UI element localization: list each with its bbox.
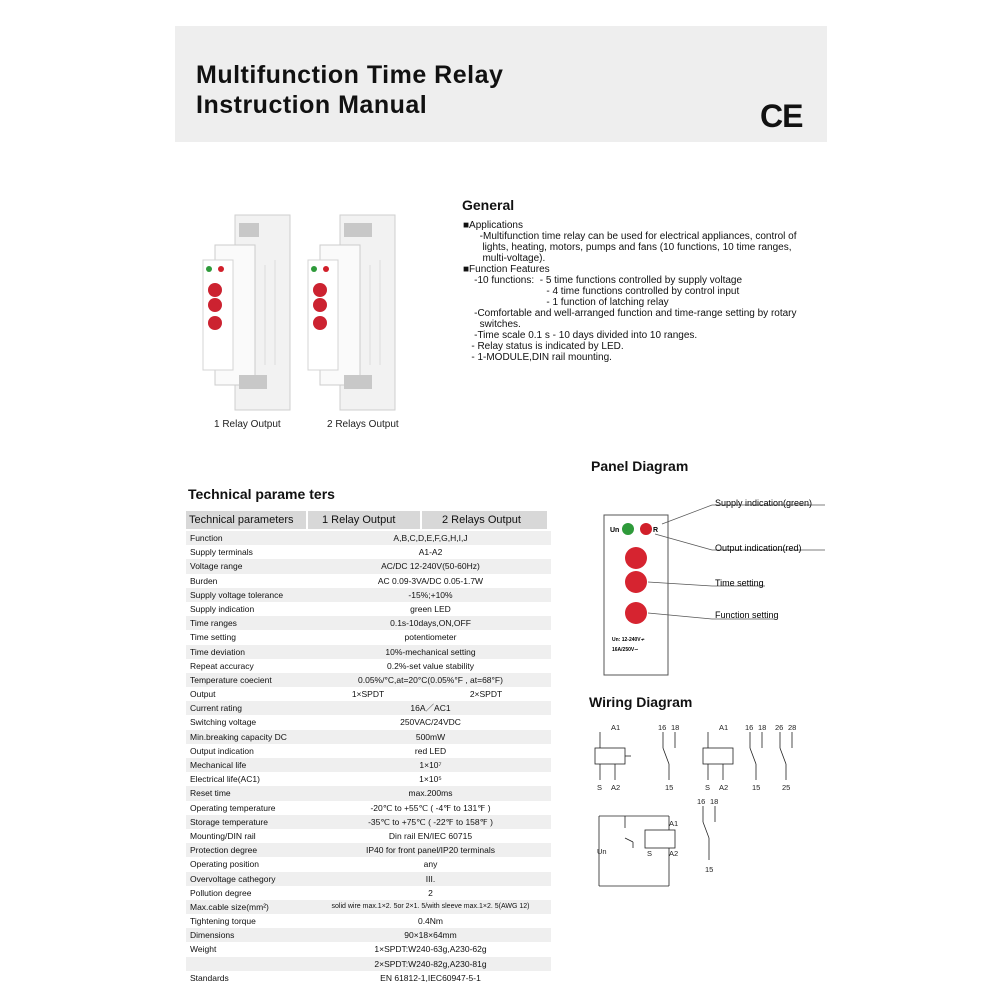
param-label: Storage temperature [190, 816, 268, 827]
param-label: Reset time [190, 788, 231, 799]
relay-1-caption: 1 Relay Output [214, 419, 281, 430]
table-row [186, 886, 551, 900]
param-value: EN 61812-1,IEC60947-5-1 [380, 972, 481, 983]
table-row [186, 815, 551, 829]
param-value: red LED [414, 745, 447, 756]
table-row [186, 843, 551, 857]
panel-rating-1: Un: 12-240V≁ [612, 637, 645, 643]
table-row [186, 758, 551, 772]
tech-params-heading [188, 486, 335, 502]
ce-mark-logo: CE [760, 98, 803, 134]
param-label: Pollution degree [190, 887, 252, 898]
time-dial-icon [625, 571, 647, 593]
relay-2-caption: 2 Relays Output [327, 419, 399, 430]
param-value: IP40 for front panel/IP20 terminals [366, 845, 495, 856]
panel-r-label: R [653, 527, 659, 534]
panel-diagram [590, 490, 830, 680]
general-text [463, 220, 813, 363]
table-row [186, 673, 551, 687]
param-value-2relays: 2×SPDT [469, 689, 503, 700]
table-header-param: Technical parameters [186, 511, 306, 529]
param-value: 0.4Nm [417, 916, 444, 927]
general-line: ■Function Features [463, 264, 550, 275]
param-label: Mounting/DIN rail [190, 830, 256, 841]
param-label: Output indication [190, 745, 254, 756]
param-value: potentiometer [404, 632, 457, 643]
general-line: multi-voltage). [463, 253, 546, 264]
output-led-icon [640, 523, 652, 535]
param-value: A,B,C,D,E,F,G,H,I,J [393, 533, 468, 543]
supply-indication-label: Supply indication(green) [715, 498, 813, 508]
param-value: 1×SPDT [351, 689, 385, 700]
wd1-a1: A1 [611, 723, 621, 732]
param-label: Electrical life(AC1) [190, 774, 260, 785]
supply-led-icon [622, 523, 634, 535]
param-label: Output [190, 689, 216, 700]
wd1-s: S [597, 783, 603, 792]
table-row [186, 559, 551, 573]
param-label: Operating position [190, 859, 259, 870]
param-value: 0.1s-10days,ON,OFF [390, 618, 471, 629]
wd2-16: 16 [745, 723, 754, 732]
param-value: A1-A2 [418, 547, 443, 558]
output-indication-label: Output indication(red) [715, 543, 802, 553]
page-title [196, 60, 503, 120]
param-label: Weight [190, 944, 217, 955]
table-row [186, 616, 551, 630]
param-label: Min.breaking capacity DC [190, 731, 287, 742]
general-heading: General [462, 197, 515, 213]
table-row [186, 957, 551, 971]
param-label: Burden [190, 575, 218, 586]
general-line: -Multifunction time relay can be used for electrical appliances, control of [463, 231, 797, 242]
wd3-16: 16 [697, 797, 706, 806]
param-label: Current rating [190, 703, 242, 714]
wiring-diagram [585, 718, 815, 898]
table-row [186, 730, 551, 744]
param-label: Voltage range [190, 561, 243, 572]
table-row [186, 942, 551, 956]
wd3-a2: A2 [669, 849, 679, 858]
param-value: -20℃ to +55℃ ( -4℉ to 131℉ ) [370, 802, 491, 813]
param-label: Protection degree [190, 845, 258, 856]
param-label: Supply indication [190, 603, 255, 614]
param-value: -35℃ to +75℃ ( -22℉ to 158℉ ) [368, 816, 493, 827]
param-label: Mechanical life [190, 760, 247, 770]
param-value: 16A／AC1 [410, 703, 451, 714]
table-row [186, 914, 551, 928]
param-label: Supply terminals [190, 547, 253, 558]
table-row [186, 602, 551, 616]
wd3-s: S [647, 849, 653, 858]
table-row [186, 786, 551, 800]
param-value: green LED [410, 603, 451, 614]
wd2-25: 25 [782, 783, 791, 792]
param-value: 1×10⁵ [419, 774, 442, 785]
param-label: Time ranges [190, 618, 237, 629]
param-value: AC 0.09-3VA/DC 0.05-1.7W [377, 575, 484, 586]
wd2-a2: A2 [719, 783, 729, 792]
param-value: III. [425, 873, 436, 884]
relay-2-image [308, 215, 395, 410]
table-row [186, 701, 551, 715]
table-row [186, 531, 551, 545]
param-label: Time setting [190, 632, 236, 643]
wd3-15: 15 [705, 865, 714, 874]
table-row [186, 645, 551, 659]
table-row [186, 928, 551, 942]
param-label: Dimensions [190, 930, 235, 941]
table-row [186, 857, 551, 871]
table-row [186, 630, 551, 644]
param-label: Repeat accuracy [190, 660, 254, 671]
param-value: 90×18×64mm [404, 930, 457, 941]
param-value: AC/DC 12-240V(50-60Hz) [381, 561, 480, 572]
wd2-s: S [705, 783, 711, 792]
table-row [186, 588, 551, 602]
param-label: Temperature coecient [190, 674, 272, 685]
product-images [195, 205, 420, 415]
wd1-18: 18 [671, 723, 680, 732]
general-line: - Relay status is indicated by LED. [463, 341, 624, 352]
param-value: 250VAC/24VDC [400, 717, 461, 728]
title-line-1: Multifunction Time Relay [196, 61, 504, 89]
table-row [186, 715, 551, 729]
wd2-26: 26 [775, 723, 784, 732]
panel-diagram-heading: Panel Diagram [591, 458, 689, 474]
tech-title-part-1: Technical parame [188, 486, 306, 502]
table-header [186, 511, 551, 529]
param-label: Operating temperature [190, 802, 276, 813]
param-value: 500mW [415, 731, 446, 742]
time-setting-label: Time setting [715, 578, 764, 588]
param-value: -15%;+10% [408, 589, 453, 600]
param-label: Supply voltage tolerance [190, 589, 284, 600]
general-line: -10 functions: - 5 time functions controlled by supply voltage [463, 275, 743, 286]
tech-params-table [186, 511, 551, 985]
param-value: max.200ms [408, 788, 453, 799]
general-line: lights, heating, motors, pumps and fans (10 functions, 10 time ranges, [463, 242, 792, 253]
table-row [186, 900, 551, 914]
table-header-1relay: 1 Relay Output [308, 511, 420, 529]
table-header-2relays: 2 Relays Output [422, 511, 547, 529]
param-label: Time deviation [190, 646, 245, 657]
param-label [186, 957, 310, 971]
param-value: 2 [428, 887, 433, 898]
param-label: Max.cable size(mm²) [190, 901, 269, 912]
general-line: -Comfortable and well-arranged function and time-range setting by rotary [463, 308, 797, 319]
param-value: 0.05%/°C,at=20°C(0.05%°F , at=68°F) [358, 674, 503, 685]
title-line-2: Instruction Manual [196, 91, 428, 119]
general-line: - 1-MODULE,DIN rail mounting. [463, 352, 612, 363]
wd1-16: 16 [658, 723, 667, 732]
tech-title-part-2: ters [309, 486, 335, 502]
general-line: switches. [463, 319, 521, 330]
param-value: 1×10⁷ [419, 760, 442, 770]
param-value: 1×SPDT:W240-63g,A230-62g [374, 944, 487, 955]
general-line: - 4 time functions controlled by control input [463, 286, 740, 297]
wd2-15: 15 [752, 783, 761, 792]
table-row [186, 545, 551, 559]
param-value: 0.2%-set value stability [387, 660, 474, 671]
wd1-a2: A2 [611, 783, 621, 792]
table-row [186, 872, 551, 886]
table-row [186, 801, 551, 815]
param-value: solid wire max.1×2. 5or 2×1. 5/with sleeve max.1×2. 5(AWG 12) [331, 902, 530, 910]
param-label: Tightening torque [190, 916, 256, 927]
panel-un-label: Un [610, 527, 620, 534]
param-label: Function [190, 533, 223, 543]
table-body [186, 531, 551, 985]
general-line: - 1 function of latching relay [463, 297, 669, 308]
param-label: Switching voltage [190, 717, 257, 728]
relay-1-image [203, 215, 290, 410]
function-setting-label: Function setting [715, 610, 779, 620]
wd3-a1: A1 [669, 819, 679, 828]
wd3-18: 18 [710, 797, 719, 806]
param-label: Overvoltage cathegory [190, 873, 276, 884]
param-value: Din rail EN/IEC 60715 [388, 830, 473, 841]
param-value: 2×SPDT:W240-82g,A230-81g [374, 958, 487, 969]
wd1-15: 15 [665, 783, 674, 792]
table-row [186, 744, 551, 758]
table-row [186, 687, 551, 701]
table-row [186, 659, 551, 673]
general-line: -Time scale 0.1 s - 10 days divided into 10 ranges. [463, 330, 698, 341]
wd3-un: Un [597, 847, 607, 856]
range-dial-icon [625, 547, 647, 569]
param-label: Standards [190, 972, 229, 983]
wd2-18: 18 [758, 723, 767, 732]
table-row [186, 829, 551, 843]
wd2-28: 28 [788, 723, 797, 732]
panel-rating-2: 16A/250V∼ [612, 647, 639, 653]
param-value: 10%-mechanical setting [385, 646, 476, 657]
param-value: any [423, 859, 438, 870]
table-row [186, 971, 551, 985]
table-row [186, 772, 551, 786]
general-line: ■Applications [463, 220, 523, 231]
table-row [186, 574, 551, 588]
wd2-a1: A1 [719, 723, 729, 732]
wiring-diagram-heading: Wiring Diagram [589, 694, 693, 710]
function-dial-icon [625, 602, 647, 624]
